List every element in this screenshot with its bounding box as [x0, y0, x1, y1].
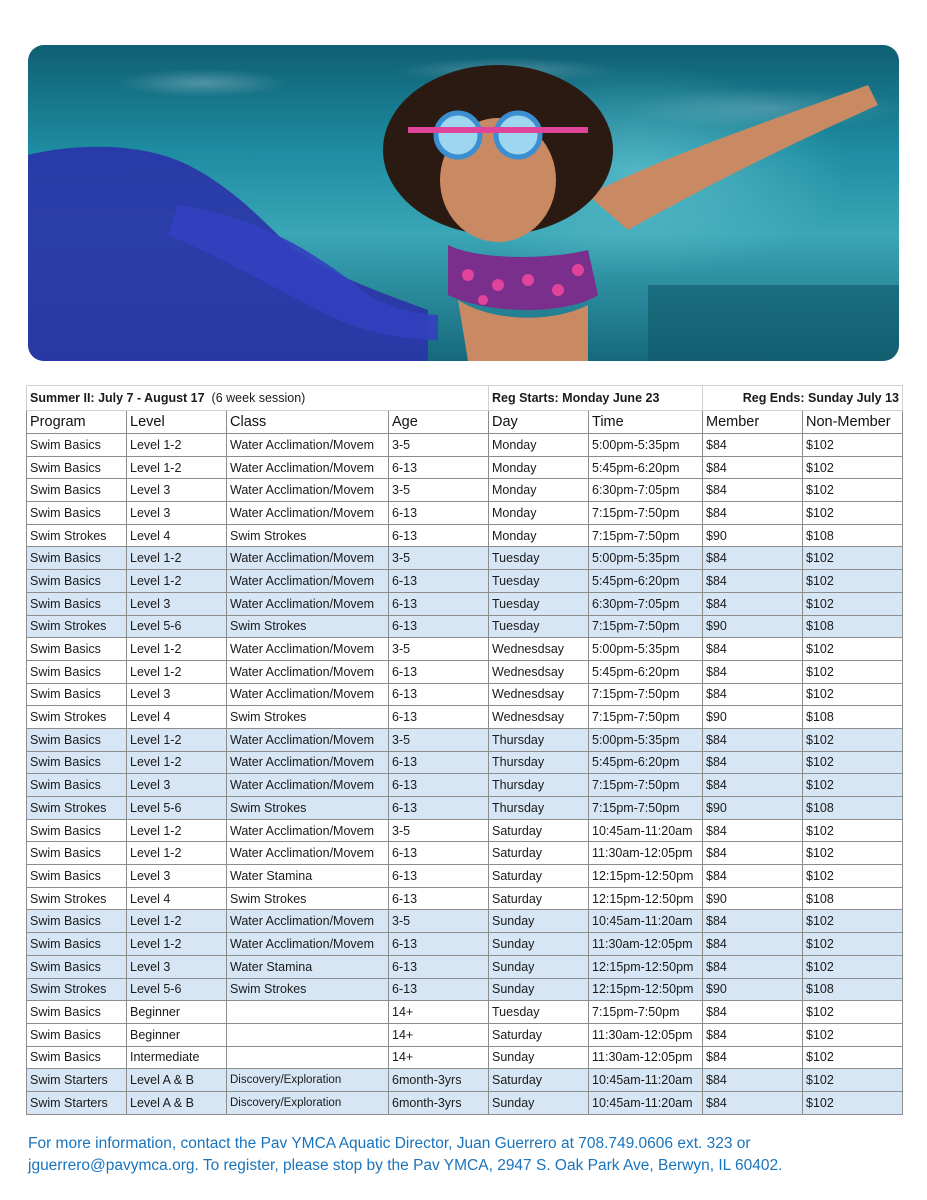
table-row [27, 683, 903, 706]
cell-time: 5:00pm-5:35pm [589, 434, 703, 457]
cell-program: Swim Strokes [27, 978, 127, 1001]
cell-time: 10:45am-11:20am [589, 819, 703, 842]
cell-nonmember: $102 [803, 1023, 903, 1046]
cell-member: $90 [703, 706, 803, 729]
cell-class: Water Acclimation/Movem [227, 910, 389, 933]
session-title [27, 386, 489, 411]
cell-program: Swim Basics [27, 1023, 127, 1046]
cell-time: 11:30am-12:05pm [589, 842, 703, 865]
cell-age: 6-13 [389, 592, 489, 615]
cell-class [227, 1001, 389, 1024]
cell-age: 3-5 [389, 547, 489, 570]
cell-member: $84 [703, 570, 803, 593]
column-header: Day [489, 411, 589, 434]
cell-level: Level 1-2 [127, 456, 227, 479]
cell-level: Level 4 [127, 706, 227, 729]
cell-member: $90 [703, 887, 803, 910]
cell-program: Swim Basics [27, 1046, 127, 1069]
cell-day: Sunday [489, 955, 589, 978]
cell-time: 7:15pm-7:50pm [589, 683, 703, 706]
cell-age: 3-5 [389, 434, 489, 457]
cell-class [227, 1023, 389, 1046]
cell-age: 14+ [389, 1023, 489, 1046]
table-row [27, 706, 903, 729]
cell-member: $84 [703, 638, 803, 661]
table-row [27, 502, 903, 525]
cell-age: 6-13 [389, 660, 489, 683]
table-row [27, 456, 903, 479]
table-row [27, 910, 903, 933]
cell-age: 6-13 [389, 751, 489, 774]
cell-class: Swim Strokes [227, 978, 389, 1001]
cell-age: 6-13 [389, 865, 489, 888]
cell-day: Saturday [489, 1069, 589, 1092]
table-row [27, 1001, 903, 1024]
cell-day: Sunday [489, 978, 589, 1001]
cell-nonmember: $102 [803, 660, 903, 683]
cell-day: Sunday [489, 1091, 589, 1114]
cell-program: Swim Basics [27, 660, 127, 683]
cell-day: Tuesday [489, 615, 589, 638]
cell-age: 6-13 [389, 842, 489, 865]
cell-day: Wednesdsay [489, 683, 589, 706]
cell-program: Swim Basics [27, 774, 127, 797]
cell-nonmember: $102 [803, 1001, 903, 1024]
cell-time: 7:15pm-7:50pm [589, 774, 703, 797]
cell-program: Swim Strokes [27, 887, 127, 910]
cell-time: 5:00pm-5:35pm [589, 547, 703, 570]
cell-nonmember: $108 [803, 978, 903, 1001]
cell-age: 3-5 [389, 819, 489, 842]
cell-class: Swim Strokes [227, 706, 389, 729]
cell-time: 12:15pm-12:50pm [589, 865, 703, 888]
cell-nonmember: $102 [803, 434, 903, 457]
cell-day: Tuesday [489, 592, 589, 615]
cell-time: 10:45am-11:20am [589, 1091, 703, 1114]
table-row [27, 1091, 903, 1114]
cell-level: Beginner [127, 1023, 227, 1046]
cell-class: Water Acclimation/Movem [227, 502, 389, 525]
cell-day: Tuesday [489, 1001, 589, 1024]
cell-age: 3-5 [389, 479, 489, 502]
cell-member: $84 [703, 1023, 803, 1046]
table-row [27, 615, 903, 638]
cell-day: Saturday [489, 865, 589, 888]
cell-class: Discovery/Exploration [227, 1091, 389, 1114]
cell-day: Thursday [489, 728, 589, 751]
cell-level: Level 1-2 [127, 638, 227, 661]
cell-program: Swim Basics [27, 683, 127, 706]
cell-nonmember: $102 [803, 774, 903, 797]
cell-level: Level 1-2 [127, 819, 227, 842]
table-row [27, 660, 903, 683]
cell-program: Swim Basics [27, 479, 127, 502]
footer-line-1: For more information, contact the Pav YMCA Aquatic Director, Juan Guerrero at 708.749.0606 ext. 323 or [28, 1135, 751, 1152]
table-row [27, 1069, 903, 1092]
cell-program: Swim Strokes [27, 706, 127, 729]
cell-time: 5:00pm-5:35pm [589, 638, 703, 661]
cell-nonmember: $108 [803, 706, 903, 729]
cell-program: Swim Starters [27, 1091, 127, 1114]
cell-time: 5:00pm-5:35pm [589, 728, 703, 751]
cell-level: Level 4 [127, 524, 227, 547]
cell-member: $84 [703, 842, 803, 865]
table-row [27, 1046, 903, 1069]
cell-member: $84 [703, 774, 803, 797]
cell-class: Water Stamina [227, 865, 389, 888]
table-row [27, 524, 903, 547]
cell-time: 6:30pm-7:05pm [589, 592, 703, 615]
cell-nonmember: $102 [803, 819, 903, 842]
cell-time: 12:15pm-12:50pm [589, 978, 703, 1001]
cell-level: Level 5-6 [127, 978, 227, 1001]
cell-nonmember: $102 [803, 592, 903, 615]
cell-day: Tuesday [489, 547, 589, 570]
goggle-right [496, 113, 540, 157]
cell-age: 6-13 [389, 683, 489, 706]
cell-level: Level 1-2 [127, 728, 227, 751]
cell-program: Swim Basics [27, 547, 127, 570]
cell-member: $84 [703, 728, 803, 751]
cell-member: $84 [703, 1069, 803, 1092]
column-header: Member [703, 411, 803, 434]
cell-time: 7:15pm-7:50pm [589, 524, 703, 547]
cell-class: Swim Strokes [227, 615, 389, 638]
cell-age: 6-13 [389, 955, 489, 978]
cell-member: $84 [703, 910, 803, 933]
cell-day: Saturday [489, 1023, 589, 1046]
hero-photo [28, 45, 899, 361]
cell-nonmember: $102 [803, 638, 903, 661]
cell-program: Swim Basics [27, 570, 127, 593]
table-row [27, 479, 903, 502]
cell-time: 5:45pm-6:20pm [589, 660, 703, 683]
cell-level: Level A & B [127, 1069, 227, 1092]
child-arm [588, 85, 878, 230]
cell-day: Saturday [489, 819, 589, 842]
cell-class: Water Acclimation/Movem [227, 819, 389, 842]
cell-member: $84 [703, 933, 803, 956]
session-title-row [27, 386, 903, 411]
cell-age: 14+ [389, 1046, 489, 1069]
cell-class: Water Acclimation/Movem [227, 434, 389, 457]
cell-program: Swim Basics [27, 910, 127, 933]
cell-age: 6-13 [389, 887, 489, 910]
swim-schedule-table [26, 385, 903, 1115]
cell-age: 6-13 [389, 797, 489, 820]
cell-age: 6-13 [389, 978, 489, 1001]
cell-program: Swim Basics [27, 502, 127, 525]
column-header: Class [227, 411, 389, 434]
table-row [27, 751, 903, 774]
footer-line-2: jguerrero@pavymca.org. To register, please stop by the Pav YMCA, 2947 S. Oak Park Ave, Berwyn, IL 60402. [28, 1157, 783, 1174]
cell-age: 3-5 [389, 910, 489, 933]
table-row [27, 865, 903, 888]
cell-time: 7:15pm-7:50pm [589, 1001, 703, 1024]
cell-nonmember: $102 [803, 728, 903, 751]
cell-level: Level 4 [127, 887, 227, 910]
cell-age: 6month-3yrs [389, 1091, 489, 1114]
cell-program: Swim Basics [27, 865, 127, 888]
pool-wall [648, 285, 899, 361]
cell-level: Level 1-2 [127, 842, 227, 865]
cell-class: Water Acclimation/Movem [227, 547, 389, 570]
cell-nonmember: $102 [803, 842, 903, 865]
table-row [27, 887, 903, 910]
cell-program: Swim Strokes [27, 615, 127, 638]
cell-level: Level 3 [127, 479, 227, 502]
cell-day: Wednesdsay [489, 660, 589, 683]
table-row [27, 728, 903, 751]
cell-member: $84 [703, 592, 803, 615]
cell-day: Monday [489, 524, 589, 547]
cell-nonmember: $102 [803, 683, 903, 706]
cell-program: Swim Basics [27, 955, 127, 978]
cell-age: 6-13 [389, 502, 489, 525]
cell-day: Saturday [489, 887, 589, 910]
cell-class: Water Acclimation/Movem [227, 570, 389, 593]
column-header: Program [27, 411, 127, 434]
cell-program: Swim Basics [27, 638, 127, 661]
cell-age: 6-13 [389, 456, 489, 479]
cell-class: Water Acclimation/Movem [227, 728, 389, 751]
cell-level: Level 3 [127, 865, 227, 888]
cell-level: Level 3 [127, 774, 227, 797]
cell-member: $84 [703, 683, 803, 706]
cell-level: Level 3 [127, 592, 227, 615]
cell-class: Water Acclimation/Movem [227, 683, 389, 706]
cell-level: Level 5-6 [127, 797, 227, 820]
cell-member: $90 [703, 615, 803, 638]
table-row [27, 570, 903, 593]
cell-nonmember: $108 [803, 615, 903, 638]
cell-day: Monday [489, 456, 589, 479]
table-row [27, 638, 903, 661]
cell-level: Level 1-2 [127, 660, 227, 683]
cell-time: 6:30pm-7:05pm [589, 479, 703, 502]
cell-level: Beginner [127, 1001, 227, 1024]
cell-class [227, 1046, 389, 1069]
contact-footer [28, 1133, 908, 1177]
table-header-row [27, 411, 903, 434]
cell-time: 5:45pm-6:20pm [589, 456, 703, 479]
cell-day: Monday [489, 502, 589, 525]
cell-time: 11:30am-12:05pm [589, 933, 703, 956]
cell-nonmember: $102 [803, 456, 903, 479]
cell-member: $84 [703, 547, 803, 570]
cell-class: Swim Strokes [227, 797, 389, 820]
cell-day: Monday [489, 479, 589, 502]
cell-program: Swim Starters [27, 1069, 127, 1092]
cell-level: Level A & B [127, 1091, 227, 1114]
cell-nonmember: $102 [803, 1046, 903, 1069]
cell-time: 11:30am-12:05pm [589, 1023, 703, 1046]
cell-nonmember: $108 [803, 797, 903, 820]
cell-time: 10:45am-11:20am [589, 910, 703, 933]
cell-class: Water Acclimation/Movem [227, 774, 389, 797]
cell-nonmember: $102 [803, 751, 903, 774]
cell-day: Wednesdsay [489, 638, 589, 661]
cell-member: $84 [703, 660, 803, 683]
cell-member: $84 [703, 751, 803, 774]
cell-nonmember: $102 [803, 502, 903, 525]
cell-time: 5:45pm-6:20pm [589, 751, 703, 774]
reg-ends-label: Reg Ends: Sunday July 13 [703, 386, 903, 411]
table-row [27, 1023, 903, 1046]
table-row [27, 774, 903, 797]
cell-level: Level 3 [127, 502, 227, 525]
table-row [27, 819, 903, 842]
cell-level: Level 1-2 [127, 751, 227, 774]
cell-time: 5:45pm-6:20pm [589, 570, 703, 593]
cell-class: Water Stamina [227, 955, 389, 978]
cell-time: 12:15pm-12:50pm [589, 955, 703, 978]
cell-program: Swim Basics [27, 751, 127, 774]
cell-day: Sunday [489, 910, 589, 933]
cell-class: Water Acclimation/Movem [227, 660, 389, 683]
table-row [27, 842, 903, 865]
column-header: Time [589, 411, 703, 434]
cell-level: Level 1-2 [127, 434, 227, 457]
table-row [27, 978, 903, 1001]
cell-level: Level 3 [127, 683, 227, 706]
cell-day: Thursday [489, 797, 589, 820]
cell-time: 7:15pm-7:50pm [589, 502, 703, 525]
table-row [27, 592, 903, 615]
cell-level: Level 1-2 [127, 910, 227, 933]
cell-age: 3-5 [389, 728, 489, 751]
cell-class: Water Acclimation/Movem [227, 638, 389, 661]
cell-nonmember: $102 [803, 570, 903, 593]
cell-program: Swim Basics [27, 819, 127, 842]
cell-nonmember: $102 [803, 1091, 903, 1114]
cell-program: Swim Basics [27, 434, 127, 457]
goggle-left [436, 113, 480, 157]
cell-nonmember: $102 [803, 933, 903, 956]
swimmer-illustration [28, 45, 899, 361]
cell-nonmember: $102 [803, 910, 903, 933]
cell-member: $84 [703, 865, 803, 888]
column-header: Level [127, 411, 227, 434]
cell-member: $84 [703, 955, 803, 978]
table-row [27, 547, 903, 570]
cell-time: 7:15pm-7:50pm [589, 706, 703, 729]
cell-day: Monday [489, 434, 589, 457]
cell-nonmember: $108 [803, 887, 903, 910]
cell-class: Water Acclimation/Movem [227, 592, 389, 615]
cell-class: Swim Strokes [227, 887, 389, 910]
cell-level: Level 1-2 [127, 933, 227, 956]
cell-member: $84 [703, 479, 803, 502]
cell-member: $84 [703, 1046, 803, 1069]
cell-program: Swim Basics [27, 592, 127, 615]
cell-age: 6-13 [389, 615, 489, 638]
reg-starts-label: Reg Starts: Monday June 23 [489, 386, 703, 411]
cell-age: 14+ [389, 1001, 489, 1024]
cell-level: Level 5-6 [127, 615, 227, 638]
cell-member: $84 [703, 456, 803, 479]
cell-time: 7:15pm-7:50pm [589, 615, 703, 638]
cell-program: Swim Basics [27, 933, 127, 956]
cell-program: Swim Basics [27, 728, 127, 751]
goggle-strap [408, 127, 588, 133]
cell-program: Swim Basics [27, 456, 127, 479]
cell-member: $90 [703, 978, 803, 1001]
cell-member: $84 [703, 1001, 803, 1024]
cell-day: Saturday [489, 842, 589, 865]
cell-program: Swim Basics [27, 842, 127, 865]
cell-class: Water Acclimation/Movem [227, 842, 389, 865]
cell-nonmember: $102 [803, 865, 903, 888]
cell-program: Swim Strokes [27, 797, 127, 820]
session-dates: Summer II: July 7 - August 17 [30, 391, 205, 405]
table-row [27, 797, 903, 820]
cell-age: 6-13 [389, 706, 489, 729]
cell-member: $84 [703, 502, 803, 525]
table-row [27, 933, 903, 956]
cell-level: Level 1-2 [127, 570, 227, 593]
cell-age: 3-5 [389, 638, 489, 661]
cell-nonmember: $102 [803, 479, 903, 502]
cell-class: Water Acclimation/Movem [227, 933, 389, 956]
cell-day: Tuesday [489, 570, 589, 593]
cell-day: Sunday [489, 1046, 589, 1069]
cell-member: $90 [703, 797, 803, 820]
cell-day: Thursday [489, 751, 589, 774]
cell-age: 6-13 [389, 524, 489, 547]
column-header: Age [389, 411, 489, 434]
cell-member: $84 [703, 434, 803, 457]
table-row [27, 434, 903, 457]
session-length-note: (6 week session) [211, 391, 306, 405]
cell-member: $84 [703, 819, 803, 842]
cell-age: 6-13 [389, 774, 489, 797]
cell-level: Level 1-2 [127, 547, 227, 570]
cell-day: Sunday [489, 933, 589, 956]
cell-day: Wednesdsay [489, 706, 589, 729]
cell-nonmember: $102 [803, 955, 903, 978]
cell-age: 6-13 [389, 933, 489, 956]
column-header: Non-Member [803, 411, 903, 434]
cell-level: Intermediate [127, 1046, 227, 1069]
cell-program: Swim Strokes [27, 524, 127, 547]
cell-time: 10:45am-11:20am [589, 1069, 703, 1092]
cell-time: 12:15pm-12:50pm [589, 887, 703, 910]
cell-time: 7:15pm-7:50pm [589, 797, 703, 820]
cell-class: Water Acclimation/Movem [227, 456, 389, 479]
cell-member: $90 [703, 524, 803, 547]
cell-class: Swim Strokes [227, 524, 389, 547]
cell-age: 6-13 [389, 570, 489, 593]
cell-member: $84 [703, 1091, 803, 1114]
cell-age: 6month-3yrs [389, 1069, 489, 1092]
cell-class: Discovery/Exploration [227, 1069, 389, 1092]
cell-nonmember: $102 [803, 1069, 903, 1092]
cell-time: 11:30am-12:05pm [589, 1046, 703, 1069]
cell-day: Thursday [489, 774, 589, 797]
cell-level: Level 3 [127, 955, 227, 978]
cell-nonmember: $102 [803, 547, 903, 570]
cell-nonmember: $108 [803, 524, 903, 547]
cell-program: Swim Basics [27, 1001, 127, 1024]
cell-class: Water Acclimation/Movem [227, 479, 389, 502]
table-row [27, 955, 903, 978]
cell-class: Water Acclimation/Movem [227, 751, 389, 774]
